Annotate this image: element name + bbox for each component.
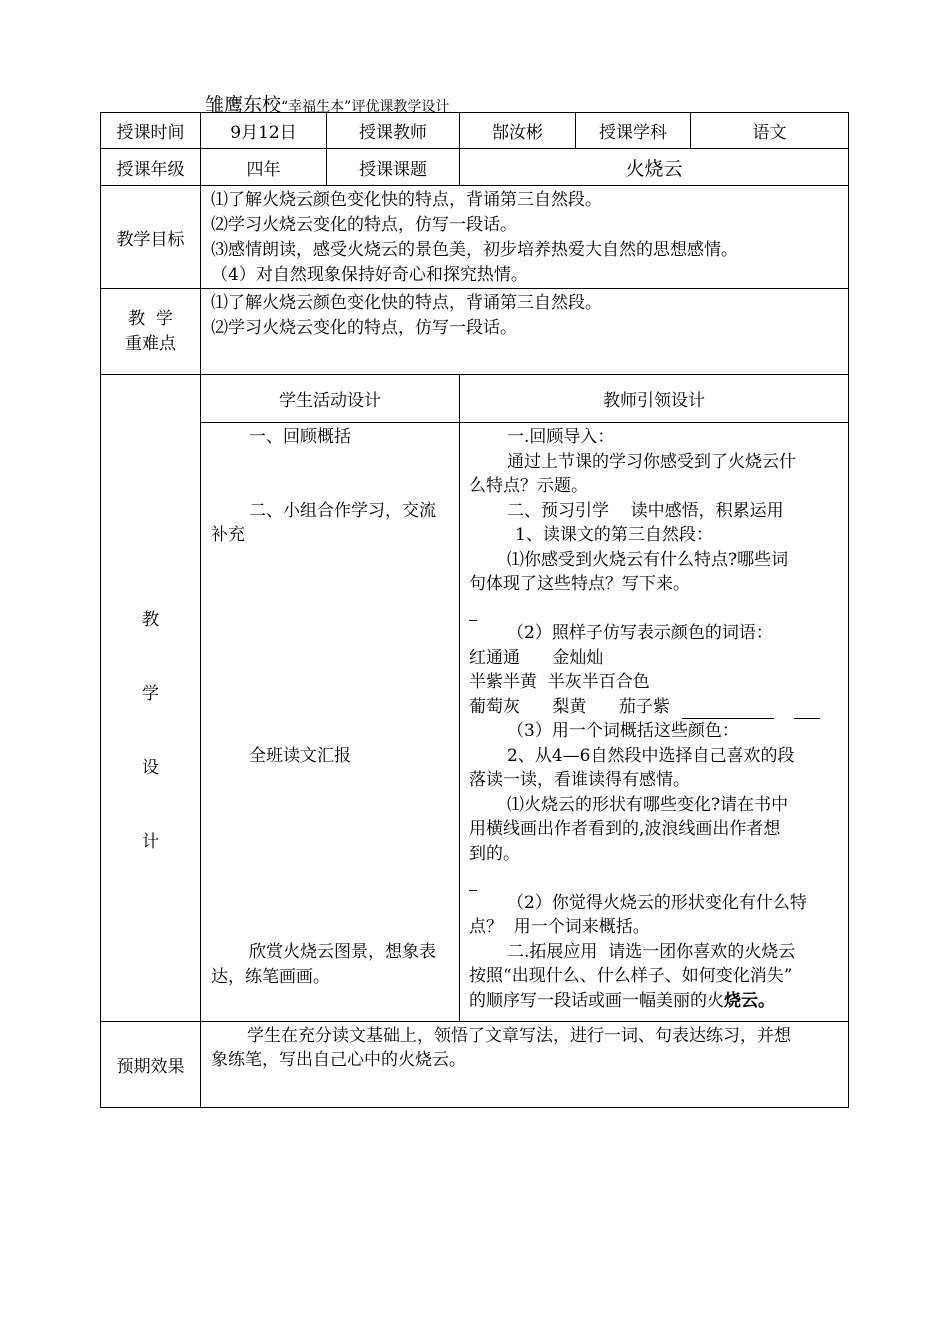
teacher-guide-line: 葡萄灰 梨黄 茄子紫 bbox=[469, 696, 670, 717]
student-activity-item: 全班读文汇报 bbox=[249, 745, 351, 766]
teacher-guide-line: 烧云。 bbox=[724, 990, 775, 1011]
design-content-row bbox=[101, 423, 849, 1022]
teacher-guide-line: ⑴火烧云的形状有哪些变化?请在书中 bbox=[507, 794, 789, 815]
teacher-guide-line: 二.拓展应用 请选一团你喜欢的火烧云 bbox=[507, 941, 796, 962]
teacher-guide-line: 么特点？示题。 bbox=[469, 476, 588, 496]
student-activity-item: 补充 bbox=[211, 525, 245, 545]
teacher-guide-line: 1、读课文的第三自然段： bbox=[515, 525, 713, 545]
difficulty-item: ⑵学习火烧云变化的特点，仿写一段话。 bbox=[211, 318, 517, 338]
goal-item: ⑴了解火烧云颜色变化快的特点，背诵第三自然段。 bbox=[211, 190, 602, 210]
design-label-char: 计 bbox=[142, 831, 159, 852]
teacher-value: 郜汝彬 bbox=[460, 113, 576, 149]
difficulties-label-line2: 重难点 bbox=[125, 333, 176, 354]
teacher-guide-line: 2、从4—6自然段中选择自己喜欢的段 bbox=[507, 745, 795, 766]
student-activity-header: 学生活动设计 bbox=[201, 375, 460, 423]
grade-label: 授课年级 bbox=[101, 149, 201, 186]
teacher-guide-line: 红通通 金灿灿 bbox=[469, 647, 604, 668]
difficulties-label bbox=[101, 289, 201, 375]
teacher-guide-column bbox=[460, 423, 849, 1022]
answer-blank bbox=[469, 597, 842, 622]
teacher-guide-line: 点？ 用一个词来概括。 bbox=[469, 917, 650, 937]
design-label-char: 设 bbox=[142, 757, 159, 778]
difficulties-label-line1: 教 学 bbox=[128, 308, 173, 329]
goals-row bbox=[101, 186, 849, 289]
design-label-char: 学 bbox=[142, 683, 159, 704]
teacher-guide-line: 二、预习引学 读中感悟，积累运用 bbox=[507, 500, 784, 521]
teacher-label: 授课教师 bbox=[327, 113, 460, 149]
student-activity-item: 达，练笔画画。 bbox=[211, 966, 330, 987]
design-label bbox=[101, 375, 201, 1022]
effect-text: 象练笔，写出自己心中的火烧云。 bbox=[211, 1050, 466, 1070]
teacher-guide-line: 一.回顾导入： bbox=[507, 427, 615, 447]
lesson-plan-table bbox=[100, 112, 849, 1108]
goal-item: （4）对自然现象保持好奇心和探究热情。 bbox=[211, 265, 528, 285]
subject-label: 授课学科 bbox=[576, 113, 691, 149]
school-name: 雏鹰东校 bbox=[205, 94, 282, 116]
teacher-guide-line: （2）照样子仿写表示颜色的词语： bbox=[507, 623, 773, 643]
teacher-guide-line: ⑴你感受到火烧云有什么特点?哪些词 bbox=[507, 549, 789, 570]
design-header-row bbox=[101, 375, 849, 423]
teacher-guide-line: 句体现了这些特点？写下来。 bbox=[469, 574, 690, 594]
effect-content bbox=[201, 1022, 849, 1108]
info-row-2 bbox=[101, 149, 849, 186]
teacher-guide-line: 通过上节课的学习你感受到了火烧云什 bbox=[507, 451, 796, 472]
goals-list bbox=[201, 186, 849, 289]
difficulties-list bbox=[201, 289, 849, 375]
teacher-guide-line: 按照“出现什么、什么样子、如何变化消失” bbox=[469, 966, 793, 986]
subject-value: 语文 bbox=[691, 113, 849, 149]
student-activity-column bbox=[201, 423, 460, 1022]
effect-text: 学生在充分读文基础上，领悟了文章写法，进行一词、句表达练习，并想 bbox=[247, 1026, 791, 1046]
teacher-guide-header: 教师引领设计 bbox=[460, 375, 849, 423]
date-value: 9月12日 bbox=[201, 113, 327, 149]
topic-value: 火烧云 bbox=[460, 149, 849, 186]
teacher-guide-final-line bbox=[469, 989, 842, 1014]
teacher-guide-line: （2）你觉得火烧云的形状变化有什么特 bbox=[507, 892, 807, 913]
goal-item: ⑵学习火烧云变化的特点，仿写一段话。 bbox=[211, 215, 517, 235]
date-label: 授课时间 bbox=[101, 113, 201, 149]
answer-blank bbox=[794, 702, 820, 719]
answer-blank bbox=[469, 866, 842, 891]
difficulty-item: ⑴了解火烧云颜色变化快的特点，背诵第三自然段。 bbox=[211, 293, 602, 313]
info-row-1 bbox=[101, 113, 849, 149]
goals-label: 教学目标 bbox=[101, 186, 201, 289]
document-subtitle: “幸福生本”评优课教学设计 bbox=[281, 99, 450, 115]
effect-row bbox=[101, 1022, 849, 1108]
color-words-line bbox=[469, 695, 842, 720]
goal-item: ⑶感情朗读，感受火烧云的景色美，初步培养热爱大自然的思想感情。 bbox=[211, 240, 738, 260]
effect-label: 预期效果 bbox=[101, 1022, 201, 1108]
teacher-guide-line: 落读一读，看谁读得有感情。 bbox=[469, 770, 690, 790]
teacher-guide-line: 半紫半黄 半灰半百合色 bbox=[469, 672, 650, 692]
teacher-guide-line: 到的。 bbox=[469, 843, 520, 864]
student-activity-item: 二、小组合作学习，交流 bbox=[249, 500, 436, 521]
student-activity-item: 欣赏火烧云图景，想象表 bbox=[249, 942, 436, 962]
teacher-guide-line: （3）用一个词概括这些颜色： bbox=[507, 721, 739, 741]
student-activity-item: 一、回顾概括 bbox=[249, 427, 351, 447]
answer-blank bbox=[682, 702, 774, 719]
difficulties-row bbox=[101, 289, 849, 375]
topic-label: 授课课题 bbox=[327, 149, 460, 186]
teacher-guide-line: 用横线画出作者看到的,波浪线画出作者想 bbox=[469, 819, 781, 839]
teacher-guide-line: 的顺序写一段话或画一幅美丽的火 bbox=[469, 990, 724, 1011]
grade-value: 四年 bbox=[201, 149, 327, 186]
design-label-char: 教 bbox=[142, 609, 159, 630]
